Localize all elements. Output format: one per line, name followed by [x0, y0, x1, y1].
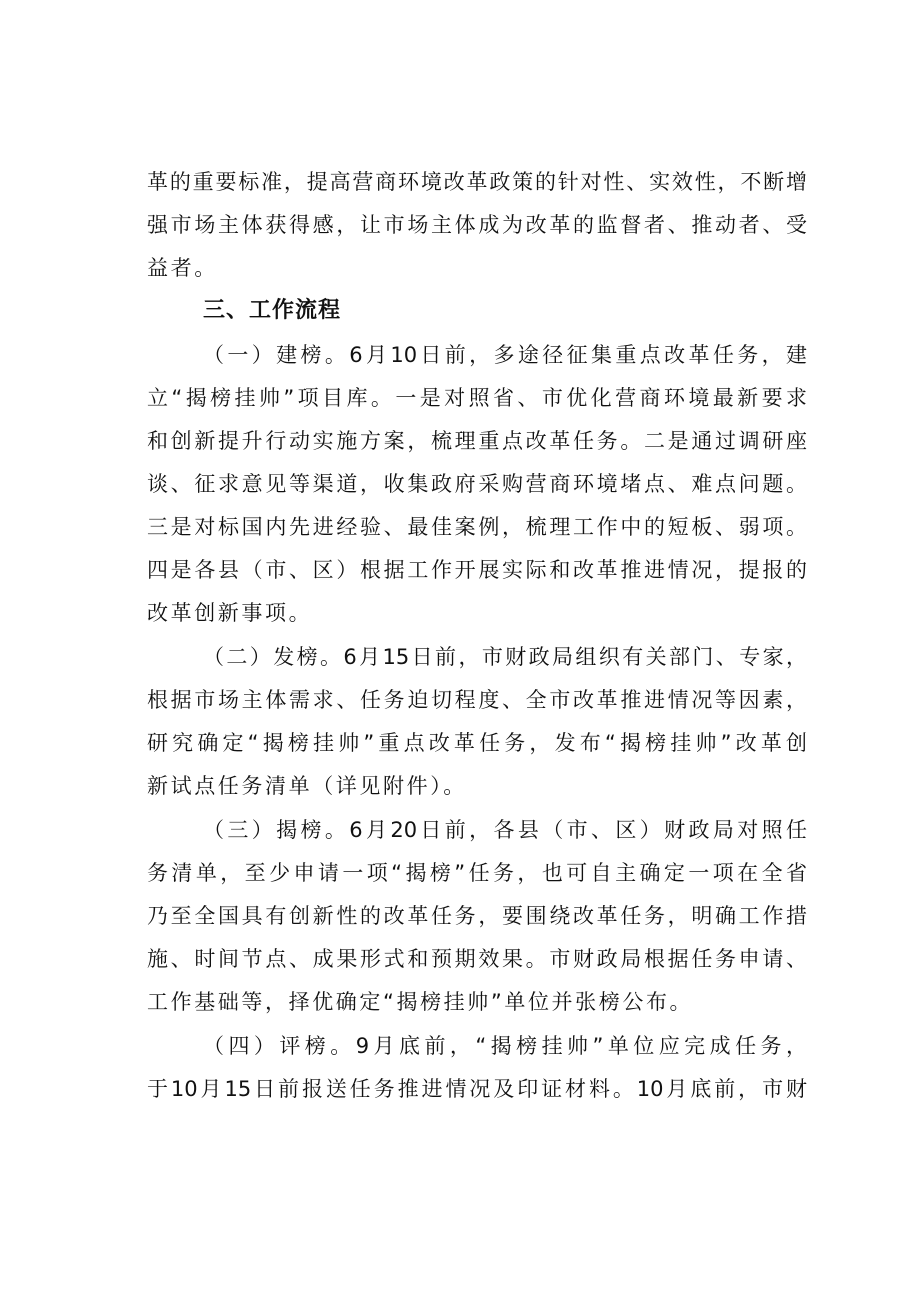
paragraph-line: （二）发榜。6月15日前，市财政局组织有关部门、专家，	[203, 645, 807, 669]
paragraph-line: 施、时间节点、成果形式和预期效果。市财政局根据任务申请、	[147, 947, 807, 971]
paragraph-line: （一）建榜。6月10日前，多途径征集重点改革任务，建	[203, 343, 807, 367]
section-heading: 三、工作流程	[203, 298, 342, 323]
paragraph-line: 改革创新事项。	[147, 601, 313, 625]
paragraph-line: 益者。	[147, 256, 218, 280]
paragraph-line: 乃至全国具有创新性的改革任务，要围绕改革任务，明确工作措	[147, 904, 807, 928]
paragraph-line: 立“揭榜挂帅”项目库。一是对照省、市优化营商环境最新要求	[147, 386, 807, 410]
paragraph-line: 新试点任务清单（详见附件）。	[147, 774, 467, 798]
paragraph-line: 革的重要标准，提高营商环境改革政策的针对性、实效性，不断增	[147, 170, 807, 194]
paragraph-line: 三是对标国内先进经验、最佳案例，梳理工作中的短板、弱项。	[147, 515, 807, 539]
paragraph-line: 四是各县（市、区）根据工作开展实际和改革推进情况，提报的	[147, 558, 807, 582]
paragraph-line: 根据市场主体需求、任务迫切程度、全市改革推进情况等因素，	[147, 688, 807, 712]
paragraph-line: 研究确定“揭榜挂帅”重点改革任务，发布“揭榜挂帅”改革创	[147, 731, 807, 755]
paragraph-line: 于10月15日前报送任务推进情况及印证材料。10月底前，市财	[147, 1077, 807, 1101]
paragraph-line: 谈、征求意见等渠道，收集政府采购营商环境堵点、难点问题。	[147, 472, 807, 496]
paragraph-line: 强市场主体获得感，让市场主体成为改革的监督者、推动者、受	[147, 213, 807, 237]
paragraph-line: 和创新提升行动实施方案，梳理重点改革任务。二是通过调研座	[147, 429, 807, 453]
paragraph-line: （四）评榜。9月底前，“揭榜挂帅”单位应完成任务，	[203, 1034, 807, 1058]
paragraph-line: （三）揭榜。6月20日前，各县（市、区）财政局对照任	[203, 818, 807, 842]
paragraph-line: 务清单，至少申请一项“揭榜”任务，也可自主确定一项在全省	[147, 861, 807, 885]
paragraph-line: 工作基础等，择优确定“揭榜挂帅”单位并张榜公布。	[147, 990, 694, 1014]
